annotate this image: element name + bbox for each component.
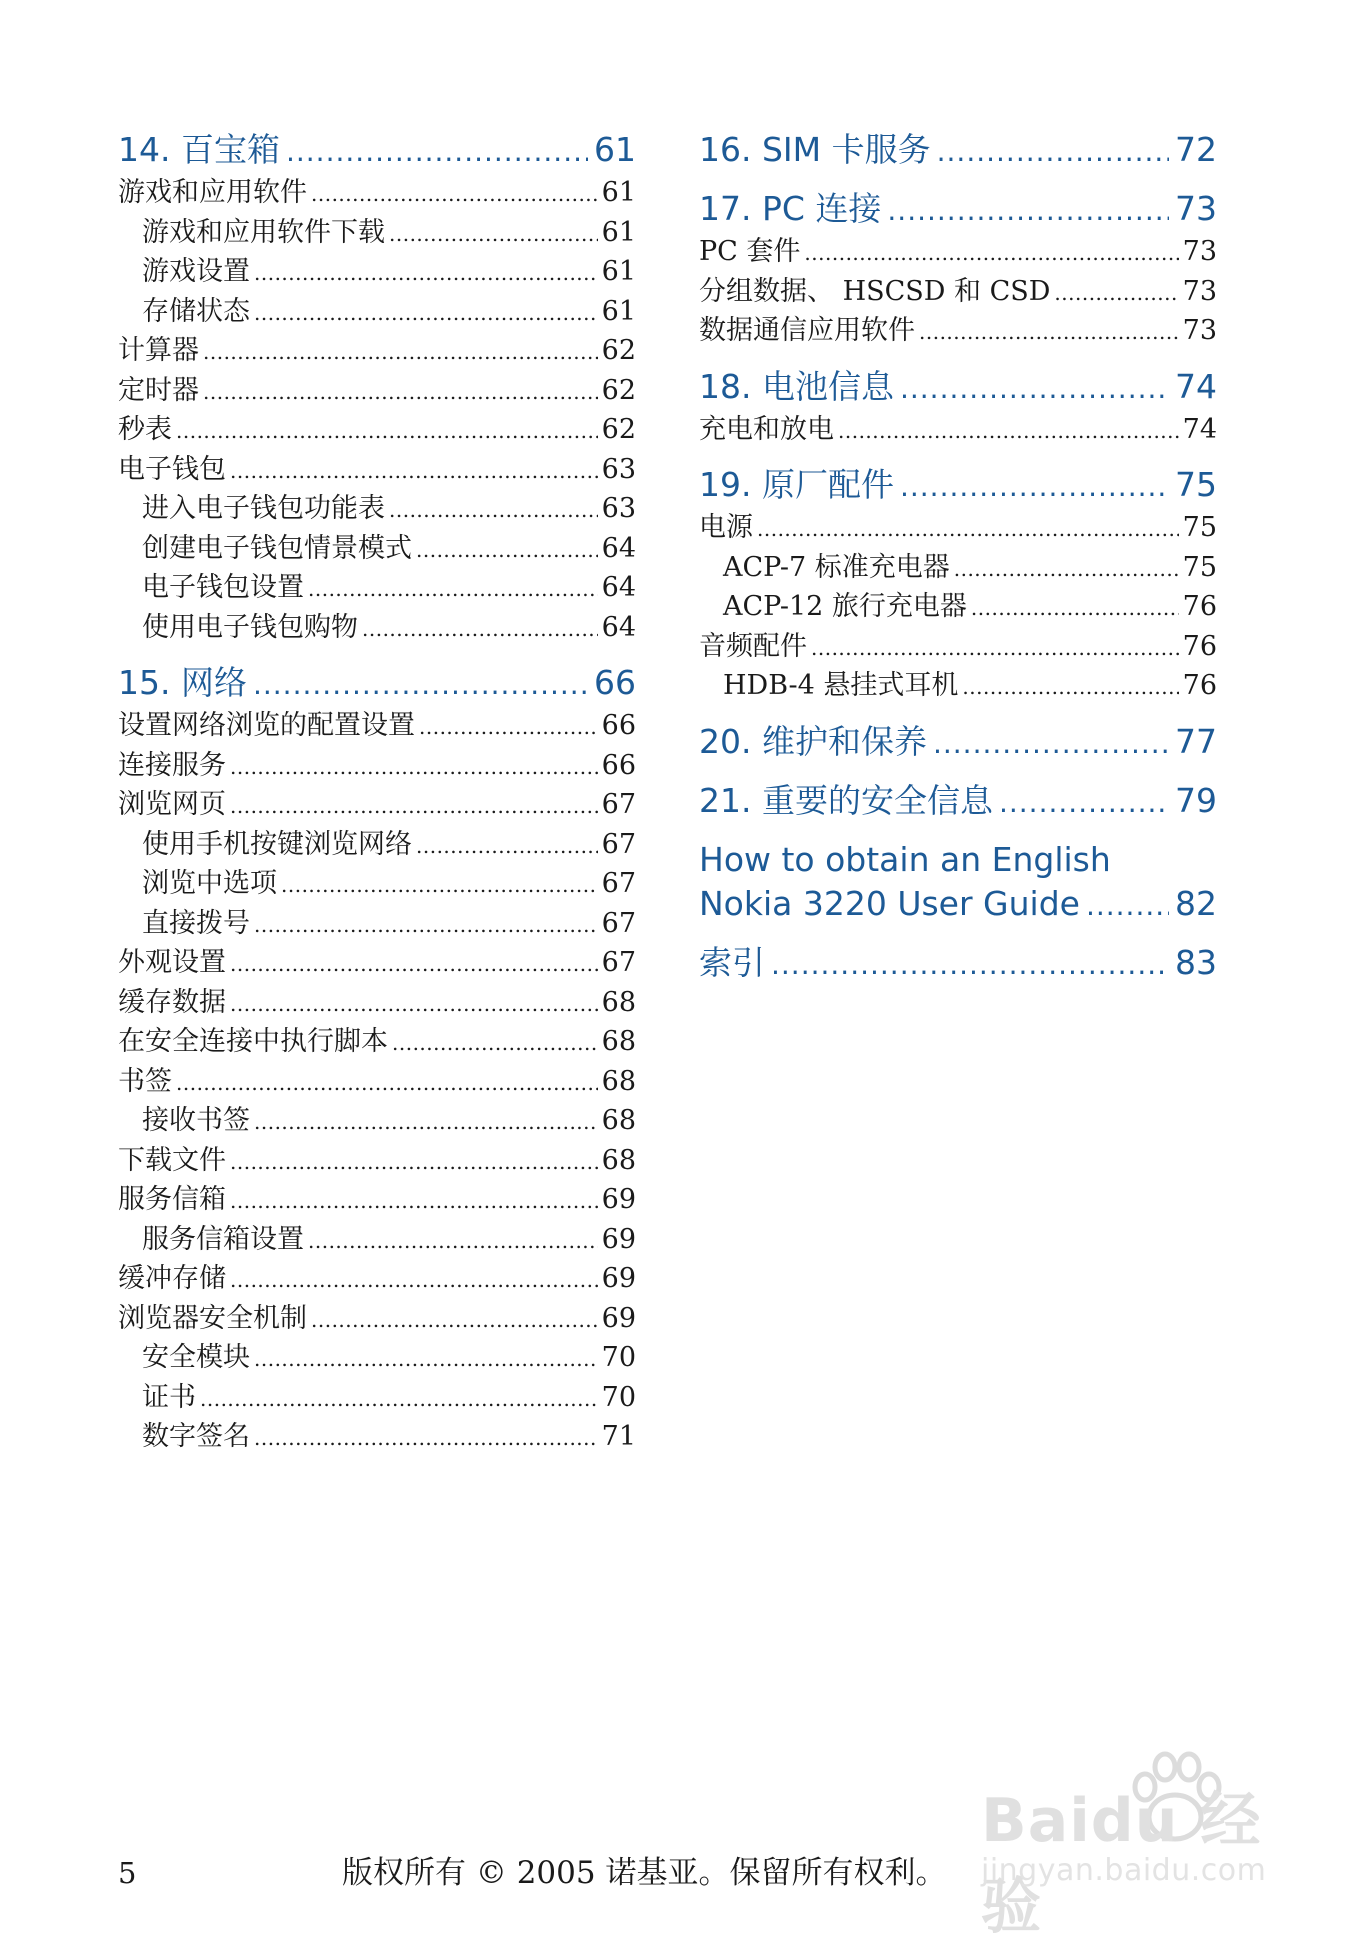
toc-entry[interactable]	[118, 786, 636, 826]
entry-page-number: 67	[601, 828, 636, 860]
entry-title: ACP-7 标准充电器	[723, 551, 950, 583]
entry-title: 分组数据、 HSCSD 和 CSD	[699, 275, 1051, 307]
toc-subentry[interactable]	[118, 1379, 636, 1419]
dot-leader	[286, 130, 588, 174]
dot-leader	[254, 254, 598, 293]
entry-page-number: 76	[1182, 670, 1217, 701]
heading-title-line2: Nokia 3220 User Guide	[699, 883, 1080, 923]
toc-entry[interactable]	[118, 411, 636, 451]
entry-title: 缓冲存储	[118, 1263, 226, 1294]
toc-subentry[interactable]	[118, 214, 636, 254]
dot-leader	[804, 234, 1178, 273]
dot-leader	[1086, 884, 1169, 928]
dot-leader	[999, 781, 1169, 825]
entry-title: 直接拨号	[142, 907, 250, 939]
heading-title: 20. 维护和保养	[699, 721, 927, 761]
toc-subentry[interactable]	[699, 667, 1217, 707]
toc-entry[interactable]	[118, 1300, 636, 1340]
heading-page-number: 61	[594, 130, 636, 169]
entry-title: 外观设置	[118, 947, 226, 978]
entry-page-number: 61	[601, 216, 636, 248]
dot-leader	[230, 787, 598, 826]
heading-page-number: 66	[594, 663, 636, 702]
entry-title: 安全模块	[142, 1342, 250, 1373]
heading-page-number: 79	[1175, 780, 1217, 820]
dot-leader	[311, 1301, 598, 1340]
dot-leader	[254, 1103, 598, 1142]
heading-title: 17. PC 连接	[699, 189, 882, 228]
dot-leader	[362, 610, 598, 649]
heading-title: 19. 原厂配件	[699, 465, 894, 504]
toc-entry[interactable]	[118, 1142, 636, 1182]
toc-entry[interactable]	[699, 233, 1217, 273]
entry-page-number: 67	[601, 789, 636, 820]
dot-leader	[254, 906, 598, 945]
entry-title: 存储状态	[142, 295, 250, 327]
entry-page-number: 68	[601, 1026, 636, 1057]
entry-title: 电子钱包设置	[142, 572, 304, 603]
entry-title: 电源	[699, 512, 753, 543]
heading-title: 15. 网络	[118, 663, 247, 702]
toc-entry[interactable]	[118, 1181, 636, 1221]
dot-leader	[230, 452, 598, 491]
entry-page-number: 69	[601, 1184, 636, 1215]
entry-page-number: 69	[601, 1263, 636, 1294]
toc-entry[interactable]	[118, 451, 636, 491]
toc-subentry[interactable]	[699, 549, 1217, 589]
entry-title: PC 套件	[699, 236, 801, 267]
toc-entry[interactable]	[118, 174, 636, 214]
entry-title: 书签	[118, 1065, 172, 1097]
entry-page-number: 76	[1182, 591, 1217, 622]
dot-leader	[919, 313, 1179, 352]
entry-page-number: 63	[601, 453, 636, 485]
entry-title: 电子钱包	[118, 453, 226, 485]
dot-leader	[389, 491, 598, 530]
dot-leader	[176, 1064, 598, 1103]
dot-leader	[954, 550, 1179, 589]
toc-subentry[interactable]	[118, 1221, 636, 1261]
entry-title: 数据通信应用软件	[699, 315, 915, 346]
toc-section-heading[interactable]	[699, 365, 1217, 411]
entry-title: 浏览器安全机制	[118, 1302, 307, 1334]
entry-title: 浏览中选项	[142, 868, 277, 899]
toc-entry[interactable]	[118, 372, 636, 412]
toc-subentry[interactable]	[118, 1418, 636, 1458]
entry-title: 证书	[142, 1381, 196, 1413]
toc-entry[interactable]	[118, 707, 636, 747]
entry-page-number: 75	[1182, 512, 1217, 543]
dot-leader	[203, 333, 598, 372]
toc-section-heading[interactable]	[699, 128, 1217, 174]
dot-leader	[281, 866, 598, 905]
entry-title: 计算器	[118, 335, 199, 366]
entry-title: 使用手机按键浏览网络	[142, 828, 412, 860]
toc-entry[interactable]	[699, 509, 1217, 549]
entry-title: 数字签名	[142, 1421, 250, 1452]
toc-subentry[interactable]	[118, 905, 636, 945]
toc-subentry[interactable]	[118, 490, 636, 530]
entry-page-number: 61	[601, 295, 636, 327]
entry-page-number: 71	[601, 1421, 636, 1452]
copyright-notice: 版权所有 © 2005 诺基亚。保留所有权利。	[342, 1855, 947, 1891]
dot-leader	[971, 589, 1179, 628]
dot-leader	[900, 465, 1169, 509]
toc-subentry[interactable]	[118, 1102, 636, 1142]
entry-page-number: 68	[601, 986, 636, 1018]
toc-section-heading[interactable]	[699, 838, 1217, 928]
entry-page-number: 67	[601, 907, 636, 939]
entry-page-number: 76	[1182, 630, 1217, 662]
dot-leader	[937, 130, 1169, 174]
heading-page-number: 77	[1175, 721, 1217, 761]
dot-leader	[887, 189, 1169, 233]
entry-title: HDB-4 悬挂式耳机	[723, 670, 959, 701]
entry-page-number: 62	[601, 374, 636, 406]
entry-page-number: 61	[601, 177, 636, 208]
toc-section-heading[interactable]	[118, 661, 636, 707]
toc-left-column	[118, 128, 636, 1458]
toc-subentry[interactable]	[118, 530, 636, 570]
entry-page-number: 68	[601, 1144, 636, 1176]
entry-page-number: 67	[601, 868, 636, 899]
dot-leader	[900, 367, 1169, 411]
entry-page-number: 68	[601, 1065, 636, 1097]
dot-leader	[200, 1380, 598, 1419]
dot-leader	[176, 412, 598, 451]
entry-title: 游戏和应用软件下载	[142, 216, 385, 248]
toc-subentry[interactable]	[118, 569, 636, 609]
dot-leader	[230, 748, 598, 787]
toc-entry[interactable]	[118, 1023, 636, 1063]
entry-page-number: 61	[601, 256, 636, 287]
entry-page-number: 64	[601, 572, 636, 603]
dot-leader	[392, 1024, 598, 1063]
toc-entry[interactable]	[118, 747, 636, 787]
heading-page-number: 74	[1175, 366, 1217, 406]
dot-leader	[230, 1261, 598, 1300]
toc-subentry[interactable]	[118, 1339, 636, 1379]
entry-title: 音频配件	[699, 630, 807, 662]
entry-title: 下载文件	[118, 1144, 226, 1176]
toc-entry[interactable]	[118, 1260, 636, 1300]
heading-title: 18. 电池信息	[699, 366, 894, 406]
heading-page-number: 72	[1175, 130, 1217, 169]
dot-leader	[254, 1419, 598, 1458]
toc-section-heading[interactable]	[699, 941, 1217, 987]
heading-title: 16. SIM 卡服务	[699, 130, 931, 169]
entry-title: 使用电子钱包购物	[142, 611, 358, 643]
toc-section-heading[interactable]	[699, 463, 1217, 509]
entry-page-number: 68	[601, 1105, 636, 1136]
entry-title: 缓存数据	[118, 986, 226, 1018]
entry-page-number: 64	[601, 532, 636, 564]
dot-leader	[311, 175, 598, 214]
entry-page-number: 69	[601, 1223, 636, 1255]
entry-page-number: 74	[1182, 413, 1217, 445]
entry-page-number: 73	[1182, 315, 1217, 346]
entry-page-number: 62	[601, 414, 636, 445]
entry-title: 浏览网页	[118, 789, 226, 820]
entry-page-number: 67	[601, 947, 636, 978]
page-number: 5	[118, 1856, 137, 1890]
toc-subentry[interactable]	[118, 826, 636, 866]
baidu-jingyan-watermark	[975, 1745, 1305, 1942]
toc-entry[interactable]	[699, 628, 1217, 668]
dot-leader	[230, 1143, 598, 1182]
entry-page-number: 69	[601, 1302, 636, 1334]
heading-page-number: 75	[1175, 465, 1217, 504]
toc-section-heading[interactable]	[699, 720, 1217, 766]
dot-leader	[389, 215, 598, 254]
toc-subentry[interactable]	[699, 588, 1217, 628]
dot-leader	[771, 943, 1169, 987]
dot-leader	[416, 531, 598, 570]
dot-leader	[203, 373, 598, 412]
dot-leader	[419, 708, 598, 747]
toc-subentry[interactable]	[118, 293, 636, 333]
dot-leader	[933, 722, 1169, 766]
dot-leader	[230, 1182, 598, 1221]
dot-leader	[230, 945, 598, 984]
toc-section-heading[interactable]	[118, 128, 636, 174]
entry-page-number: 64	[601, 611, 636, 643]
entry-title: 进入电子钱包功能表	[142, 493, 385, 524]
entry-title: 设置网络浏览的配置设置	[118, 710, 415, 741]
dot-leader	[962, 668, 1178, 707]
dot-leader	[757, 510, 1179, 549]
dot-leader	[416, 827, 598, 866]
entry-page-number: 70	[601, 1342, 636, 1373]
toc-entry[interactable]	[699, 411, 1217, 451]
toc-subentry[interactable]	[118, 609, 636, 649]
heading-page-number: 82	[1175, 883, 1217, 923]
watermark-logo-text: Baidu 经验	[981, 1786, 1262, 1942]
toc-entry[interactable]	[118, 1063, 636, 1103]
entry-title: 充电和放电	[699, 413, 834, 445]
entry-page-number: 62	[601, 335, 636, 366]
toc-right-column	[699, 128, 1217, 987]
heading-page-number: 73	[1175, 189, 1217, 228]
entry-title: 服务信箱	[118, 1184, 226, 1215]
entry-title: 接收书签	[142, 1105, 250, 1136]
entry-title: ACP-12 旅行充电器	[723, 591, 967, 622]
dot-leader	[308, 1222, 598, 1261]
entry-page-number: 73	[1182, 236, 1217, 267]
entry-title: 在安全连接中执行脚本	[118, 1026, 388, 1057]
dot-leader	[254, 294, 598, 333]
dot-leader	[308, 570, 598, 609]
toc-entry[interactable]	[699, 273, 1217, 313]
heading-title-line1: How to obtain an English	[699, 839, 1111, 879]
entry-page-number: 63	[601, 493, 636, 524]
heading-page-number: 83	[1175, 942, 1217, 982]
entry-title: 定时器	[118, 374, 199, 406]
dot-leader	[811, 629, 1179, 668]
entry-title: 创建电子钱包情景模式	[142, 532, 412, 564]
dot-leader	[1054, 274, 1178, 313]
toc-entry[interactable]	[118, 332, 636, 372]
dot-leader	[253, 663, 588, 707]
watermark-url: jingyan.baidu.com	[981, 1853, 1267, 1888]
entry-page-number: 73	[1182, 275, 1217, 307]
entry-title: 服务信箱设置	[142, 1223, 304, 1255]
toc-section-heading[interactable]	[699, 779, 1217, 825]
entry-title: 秒表	[118, 414, 172, 445]
toc-subentry[interactable]	[118, 865, 636, 905]
toc-entry[interactable]	[118, 984, 636, 1024]
entry-page-number: 70	[601, 1381, 636, 1413]
entry-page-number: 66	[601, 749, 636, 781]
dot-leader	[254, 1340, 598, 1379]
toc-subentry[interactable]	[118, 253, 636, 293]
toc-entry[interactable]	[118, 944, 636, 984]
toc-section-heading[interactable]	[699, 187, 1217, 233]
entry-title: 连接服务	[118, 749, 226, 781]
heading-title: 21. 重要的安全信息	[699, 780, 993, 820]
entry-title: 游戏设置	[142, 256, 250, 287]
entry-page-number: 75	[1182, 551, 1217, 583]
toc-entry[interactable]	[699, 312, 1217, 352]
entry-page-number: 66	[601, 710, 636, 741]
heading-title: 14. 百宝箱	[118, 130, 280, 169]
dot-leader	[230, 985, 598, 1024]
dot-leader	[838, 412, 1179, 451]
entry-title: 游戏和应用软件	[118, 177, 307, 208]
heading-title: 索引	[699, 942, 765, 982]
